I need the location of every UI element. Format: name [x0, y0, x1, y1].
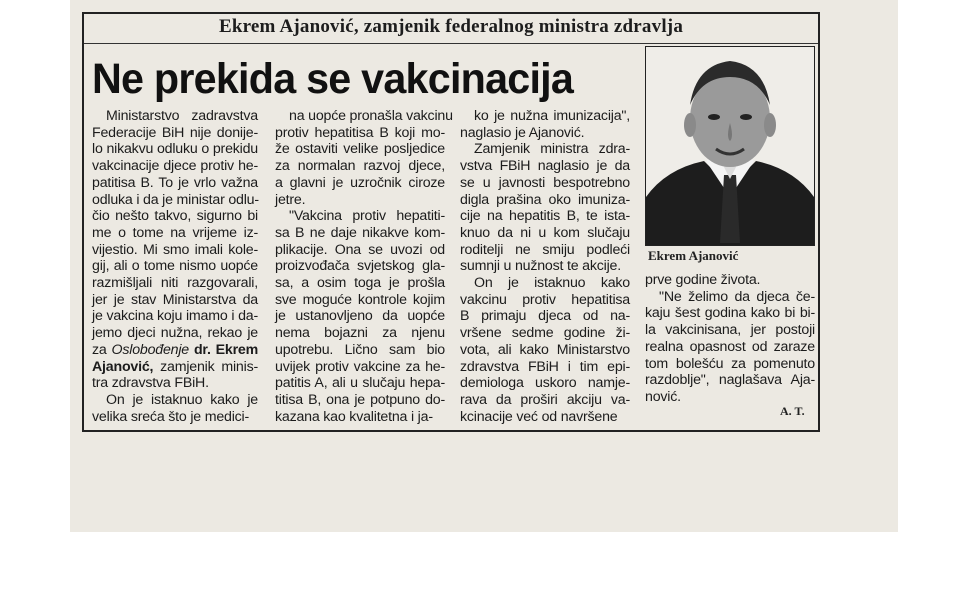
article-text-line: "Vakcina protiv hepatiti-	[289, 208, 445, 225]
article-text-line: prve godine života.	[645, 272, 761, 288]
article-text-line: upotrebu. Lično sam bio	[275, 341, 445, 358]
article-text-line: velika sreća što je medici-	[92, 408, 250, 425]
article-text-line: protiv hepatitisa B koji mo-	[275, 124, 445, 141]
article-text-line: kazana kao kvalitetna i ja-	[275, 408, 433, 425]
article-text-line: la vakcinisana, jer postoji	[645, 322, 815, 339]
article-text-line: vstva FBiH naglasio je da	[460, 158, 630, 175]
article-text-line: proizvođača svjetskog gla-	[275, 258, 445, 275]
article-text-line: realna opasnost od zaraze	[645, 338, 815, 355]
article-text-line: patitis A, ali u slučaju hepa-	[275, 375, 445, 392]
portrait-image	[646, 47, 814, 245]
article-text-line: na uopće pronašla vakcinu	[289, 108, 453, 124]
article-text-line: naglasio je Ajanović.	[460, 124, 585, 141]
article-text-line: kcinacije već od navršene	[460, 408, 618, 425]
article-text-line: demiologa uskoro namje-	[460, 375, 630, 392]
article-text-line: za Oslobođenje dr. Ekrem	[92, 341, 259, 358]
article-headline: Ne prekida se vakcinacija	[92, 55, 574, 103]
article-text-line: vijestio. Mi smo imali kole-	[92, 241, 258, 258]
article-text-line: je vakcina koju imamo i da-	[92, 308, 258, 325]
article-text-line: gij, ali o tome nismo uopće	[92, 258, 258, 275]
article-text-line: sa B ne daje nikakve kom-	[275, 224, 445, 241]
article-text-line: Federacije BiH nije donije-	[92, 124, 258, 141]
article-text-line: jer je stav Ministarstva da	[92, 291, 258, 308]
article-text-line: zdravstva FBiH i tim epi-	[460, 358, 630, 375]
article-text-line: se u javnosti bespotrebno	[460, 174, 630, 191]
article-text-line: vakcinu protiv hepatitisa	[460, 291, 630, 308]
article-text-line: vršene sedme godine ži-	[460, 325, 630, 342]
article-text-line: B primaju djeca od na-	[460, 308, 630, 325]
article-text-line: že ostaviti velike posljedice	[275, 141, 445, 158]
article-text-line: cije na hepatitis B, te ista-	[460, 208, 630, 225]
article-text-line: Ajanović, zamjenik minis-	[92, 358, 258, 375]
article-column-2	[275, 108, 453, 425]
article-text-line: Zamjenik ministra zdra-	[474, 141, 630, 158]
article-text-line: ko je nužna imunizacija",	[474, 108, 630, 124]
article-text-line: plikacije. Ona se uvozi od	[275, 241, 445, 258]
article-text-line: rava da proširi akciju va-	[460, 391, 630, 408]
article-text-line: On je istaknuo kako	[474, 275, 630, 292]
article-text-line: me o tome na vrijeme iz-	[92, 224, 258, 241]
article-text-line: čio nešto takvo, sigurno bi	[92, 208, 258, 225]
article-text-line: patitisa B. To je vrlo važna	[92, 174, 258, 191]
article-column-1	[92, 108, 258, 425]
article-text-line: tom bolešću za pomenuto	[645, 355, 815, 372]
article-text-line: On je istaknuo kako je	[106, 391, 258, 408]
article-text-line: nović.	[645, 388, 681, 405]
article-text-line: roditelji ne smiju podleći	[460, 241, 630, 258]
author-signature: A. T.	[780, 404, 805, 418]
article-text-line: za normalan razvoj djece,	[275, 158, 445, 175]
portrait-photo	[645, 46, 815, 246]
article-text-line: tra zdravstva FBiH.	[92, 375, 209, 392]
article-text-line: "Ne želimo da djeca če-	[659, 288, 815, 305]
article-text-line: sumnji u nužnost te akcije.	[460, 258, 621, 275]
article-text-line: vota, ali kako Ministarstvo	[460, 341, 630, 358]
article-text-line: titisa B, ona je potpuno do-	[275, 391, 445, 408]
article-text-line: nema bojazni za njenu	[275, 325, 445, 342]
article-text-line: jetre.	[275, 191, 306, 208]
article-text-line: a glavni je uzročnik ciroze	[275, 174, 445, 191]
article-text-line: sa, a osim toga je prošla	[275, 275, 445, 292]
article-text-line: odluka i da je ministar odlu-	[92, 191, 259, 208]
article-text-line: razmišljali niti razgovarali,	[92, 275, 258, 292]
article-text-line: sve moguće kontrole kojim	[275, 291, 445, 308]
article-text-line: je ustanovljeno da uopće	[275, 308, 445, 325]
article-text-line: digla prašina oko imuniza-	[460, 191, 630, 208]
article-text-line: knuo da ni u kom slučaju	[460, 224, 630, 241]
article-text-line: razdoblje", naglašava Aja-	[645, 372, 815, 389]
article-text-line: kaju šest godina kako bi bi-	[645, 305, 815, 322]
article-column-3	[460, 108, 630, 425]
article-text-line: uvijek protiv vakcine za he-	[275, 358, 445, 375]
article-kicker: Ekrem Ajanović, zamjenik federalnog ministra zdravlja	[218, 16, 684, 37]
article-text-line: lo nikakvu odluku o prekidu	[92, 141, 258, 158]
photo-caption: Ekrem Ajanović	[648, 248, 739, 263]
article-text-line: vakcinacije djece protiv he-	[92, 158, 258, 175]
kicker-divider	[84, 43, 818, 44]
article-column-4	[645, 272, 815, 406]
article-text-line: Ministarstvo zadravstva	[106, 108, 258, 124]
article-text-line: jemo djeci nužna, rekao je	[92, 325, 258, 342]
